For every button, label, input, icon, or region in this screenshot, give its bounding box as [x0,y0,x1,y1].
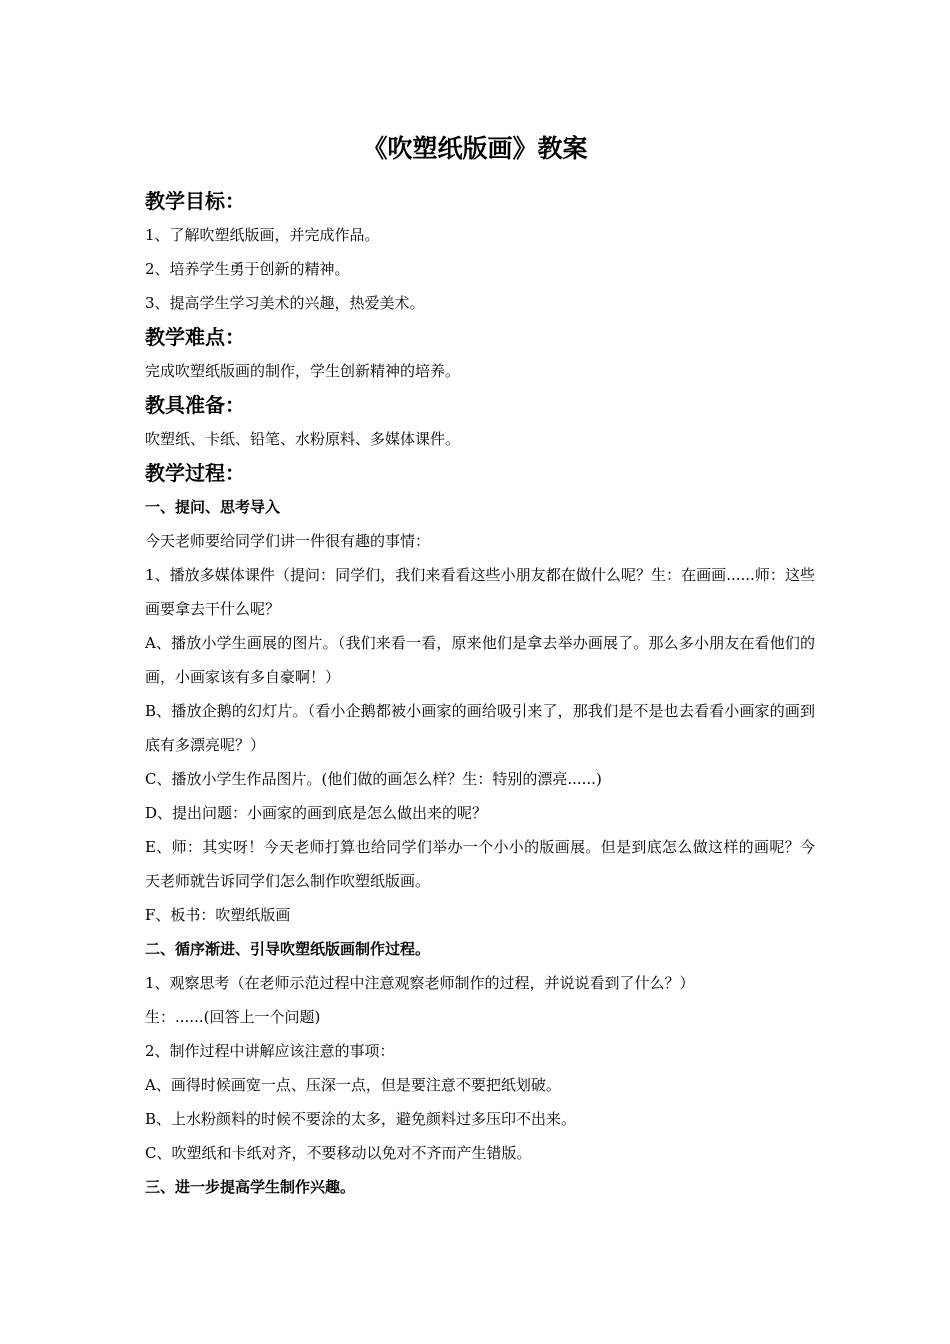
difficulty-heading: 教学难点： [145,325,245,349]
process-paragraph: A、播放小学生画展的图片。（我们来看一看，原来他们是拿去举办画展了。那么多小朋友在看他们的画，小画家该有多自豪啊！） [145,634,815,686]
section-title: 一、提问、思考导入 [145,498,281,516]
materials-text: 吹塑纸、卡纸、铅笔、水粉原料、多媒体课件。 [145,430,461,448]
section-title: 三、进一步提高学生制作兴趣。 [145,1178,356,1196]
objective-item: 2、培养学生勇于创新的精神。 [145,260,350,278]
process-paragraph: F、板书：吹塑纸版画 [145,906,291,924]
process-paragraph: 生：......(回答上一个问题) [145,1008,321,1026]
document-title: 《吹塑纸版画》教案 [362,134,588,163]
materials-heading: 教具准备： [145,393,245,417]
process-paragraph: B、播放企鹅的幻灯片。（看小企鹅都被小画家的画给吸引来了，那我们是不是也去看看小画家的画到底有多漂亮呢？） [145,702,815,754]
process-paragraph: C、吹塑纸和卡纸对齐，不要移动以免对不齐而产生错版。 [145,1144,532,1162]
process-paragraph: B、上水粉颜料的时候不要涂的太多，避免颜料过多压印不出来。 [145,1110,577,1128]
process-paragraph: D、提出问题：小画家的画到底是怎么做出来的呢？ [145,804,488,822]
section-title: 二、循序渐进、引导吹塑纸版画制作过程。 [145,940,431,958]
process-paragraph: 1、播放多媒体课件（提问：同学们，我们来看看这些小朋友都在做什么呢？生：在画画......师：这些画要拿去干什么呢？ [145,566,815,618]
objectives-heading: 教学目标： [145,189,245,213]
difficulty-text: 完成吹塑纸版画的制作，学生创新精神的培养。 [145,362,461,380]
objective-item: 1、了解吹塑纸版画，并完成作品。 [145,226,380,244]
process-paragraph: C、播放小学生作品图片。(他们做的画怎么样？生：特别的漂亮......) [145,770,602,788]
objective-item: 3、提高学生学习美术的兴趣，热爱美术。 [145,294,425,312]
process-heading: 教学过程： [145,461,245,485]
process-paragraph: A、画得时候画宽一点、压深一点，但是要注意不要把纸划破。 [145,1076,561,1094]
process-paragraph: 1、观察思考（在老师示范过程中注意观察老师制作的过程，并说说看到了什么？） [145,974,695,992]
process-paragraph: E、师：其实呀！今天老师打算也给同学们举办一个小小的版画展。但是到底怎么做这样的画呢？今天老师就告诉同学们怎么制作吹塑纸版画。 [145,838,815,890]
process-paragraph: 今天老师要给同学们讲一件很有趣的事情： [145,532,431,550]
process-paragraph: 2、制作过程中讲解应该注意的事项： [145,1042,395,1060]
document-body [145,184,815,1204]
